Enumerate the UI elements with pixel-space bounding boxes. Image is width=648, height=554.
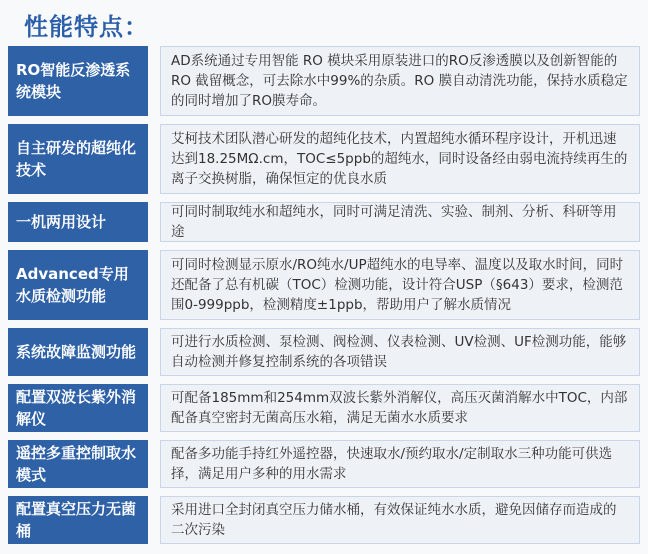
feature-description-text: 可配备185mm和254mm双波长紫外消解仪，高压灭菌消解水中TOC，内部配备真空密封无菌高压水箱，满足无菌水水质要求 — [171, 390, 628, 426]
feature-row — [8, 384, 640, 432]
feature-row — [8, 124, 640, 194]
feature-description-text: 配备多功能手持红外遥控器，快速取水/预约取水/定制取水三种功能可供选择，满足用户多种的用水需求 — [171, 446, 613, 482]
feature-row — [8, 440, 640, 488]
feature-row — [8, 250, 640, 320]
feature-description-vacuum-tank — [160, 496, 640, 544]
page-title-wrap — [24, 6, 149, 42]
feature-label-fault-monitoring: 系统故障监测功能 — [8, 328, 148, 376]
feature-description-text: 可同时制取纯水和超纯水，同时可满足清洗、实验、制剂、分析、科研等用途 — [171, 204, 617, 240]
feature-label-ro-module: RO智能反渗透系统模块 — [8, 46, 148, 116]
feature-description-text: 可进行水质检测、泵检测、阀检测、仪表检测、UV检测、UF检测功能，能够自动检测并修复控制系统的各项错误 — [171, 334, 627, 370]
feature-description-dual-use-design — [160, 202, 640, 242]
feature-label-dual-use-design: 一机两用设计 — [8, 202, 148, 242]
feature-description-fault-monitoring — [160, 328, 640, 376]
feature-description-text: 可同时检测显示原水/RO纯水/UP超纯水的电导率、温度以及取水时间，同时还配备了总有机碳（TOC）检测功能，设计符合USP（§643）要求，检测范围0-999ppb，检测精度±1ppb，帮助用户了解水质情况 — [171, 257, 624, 313]
feature-row — [8, 46, 640, 116]
feature-label-water-quality-detection: Advanced专用水质检测功能 — [8, 250, 148, 320]
feature-description-text: AD系统通过专用智能 RO 模块采用原装进口的RO反渗透膜以及创新智能的 RO 截留概念，可去除水中99%的杂质。RO 膜自动清洗功能，保持水质稳定的同时增加了RO膜寿命。 — [171, 53, 628, 109]
feature-description-text: 采用进口全封闭真空压力储水桶，有效保证纯水水质，避免因储存而造成的二次污染 — [171, 502, 617, 538]
feature-description-water-quality-detection — [160, 250, 640, 320]
feature-row — [8, 202, 640, 242]
page-title: 性能特点： — [24, 12, 149, 41]
feature-label-ultrapure-technology: 自主研发的超纯化技术 — [8, 124, 148, 194]
feature-description-text: 艾柯技术团队潜心研发的超纯化技术，内置超纯水循环程序设计，开机迅速达到18.25MΩ.cm，TOC≤5ppb的超纯水，同时设备经由弱电流持续再生的离子交换树脂，确保恒定的优良水质 — [171, 131, 628, 187]
feature-description-remote-control-modes — [160, 440, 640, 488]
feature-row — [8, 328, 640, 376]
feature-label-remote-control-modes: 遥控多重控制取水模式 — [8, 440, 148, 488]
feature-description-uv-digester — [160, 384, 640, 432]
feature-label-vacuum-tank: 配置真空压力无菌桶 — [8, 496, 148, 544]
feature-row — [8, 496, 640, 544]
feature-description-ultrapure-technology — [160, 124, 640, 194]
feature-description-ro-module — [160, 46, 640, 116]
feature-label-uv-digester: 配置双波长紫外消解仪 — [8, 384, 148, 432]
